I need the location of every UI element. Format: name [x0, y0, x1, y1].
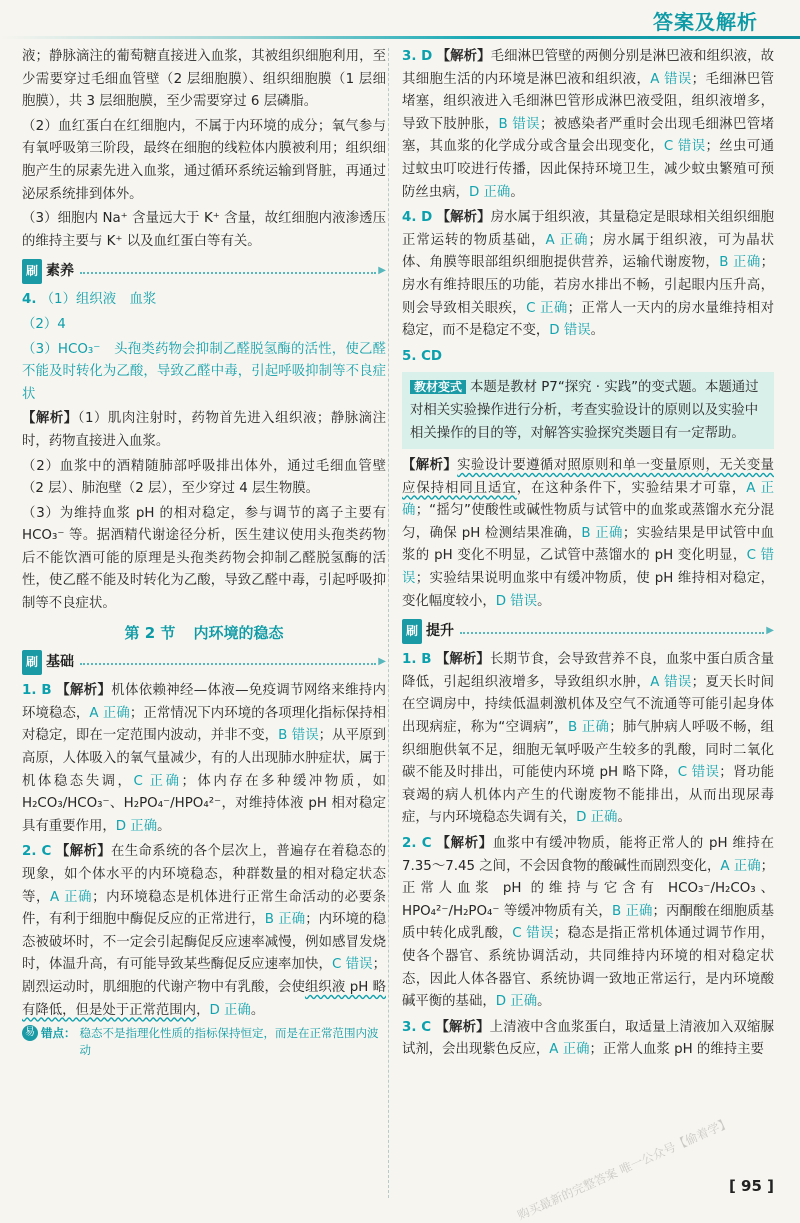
answer-1: （1）组织液 血浆: [40, 292, 157, 308]
right-column: [402, 46, 774, 1065]
column-divider: [388, 48, 389, 1198]
section-suyang: [22, 259, 386, 283]
section-jichu: [22, 650, 386, 674]
analysis-label: 【解析】: [22, 411, 78, 427]
page-header: [0, 0, 800, 42]
section-tag: 刷: [22, 650, 42, 675]
section-tag: 刷: [22, 259, 42, 284]
analysis-3: （3）为维持血浆 pH 的相对稳定，参与调节的离子主要有 HCO₃⁻ 等。据酒精代谢途径分析，医生建议使用头孢类药物后不能饮酒可能的原理是头孢类药物会抑制乙醛脱氢酶的活性，使乙醛不能及时转化为乙酸，导致乙醛中毒，引起呼吸抑制等不良症状。: [22, 505, 386, 612]
analysis-1: （1）肌肉注射时，药物首先进入组织液；静脉滴注时，药物直接进入血浆。: [22, 411, 386, 449]
basic-question-2: 2. C 【解析】在生命系统的各个层次上，普遍存在着稳态的现象，如个体水平的内环境稳态，种群数量的相对稳定状态等，A 正确；内环境稳态是机体进行正常生命活动的必要条件，有利于细胞中酶促反应的正常进行，B 正确；内环境的稳态被破坏时，不一定会引起酶促反应速率减慢，例如感冒发烧时，体温升高，有可能导致某些酶促反应速率加快，C 错误；剧烈运动时，肌细胞的代谢产物中有乳酸，会使组织液 pH 略有降低，但是处于正常范围内，D 正确。: [22, 844, 387, 1018]
answer-3: （3）HCO₃⁻ 头孢类药物会抑制乙醛脱氢酶的活性，使乙醛不能及时转化为乙酸，导致乙醛中毒，引起呼吸抑制等不良症状: [22, 341, 386, 402]
textbook-variant-box: [402, 372, 774, 449]
underlined-text: 组织液 pH 略有降低，但是处于正常范围内: [22, 979, 386, 1018]
chapter-name: 内环境的稳态: [193, 623, 284, 642]
question-number: 5. CD: [402, 348, 443, 364]
chapter-number: 第 2 节: [124, 623, 176, 642]
watermark: 购买最新的完整答案 唯一公众号【偷着学】: [515, 1115, 734, 1223]
advanced-question-3: 3. C 【解析】上清液中含血浆蛋白，取适量上清液加入双缩脲试剂，会出现紫色反应，A 正确；正常人血浆 pH 的维持主要: [402, 1019, 774, 1058]
chapter-title: [22, 622, 386, 645]
dotted-rule: [80, 272, 376, 274]
basic-question-1: 1. B 【解析】机体依赖神经—体液—免疫调节网络来维持内环境稳态，A 正确；正常情况下内环境的各项理化指标保持相对稳定，即在一定范围内波动，并非不变，B 错误；从平原到高原，人体吸入的氧气量减少，有的人出现肺水肿症状，属于机体稳态失调，C 正确；体内存在多种缓冲物质，如 H₂CO₃/HCO₃⁻、H₂PO₄⁻/HPO₄²⁻，对维持体液 pH 相对稳定具有重要作用，D 正确。: [22, 683, 387, 834]
error-note: [22, 1025, 386, 1059]
arrow-icon: ▶: [378, 655, 386, 667]
intro-paragraph-2: （2）血红蛋白在红细胞内，不属于内环境的成分；氧气参与有氧呼吸第三阶段，最终在细胞的线粒体内膜被利用；组织细胞产生的尿素先进入血浆，通过循环系统运输到肾脏，再通过泌尿系统排到体外。: [22, 118, 386, 202]
page-number: [ 95 ]: [728, 1177, 774, 1195]
note-text: 稳态不是指理化性质的指标保持恒定，而是在正常范围内波动: [79, 1026, 379, 1058]
question-5: 5. CD 教材变式 本题是教材 P7“探究 · 实践”的变式题。本题通过对相关实验操作进行分析，考查实验设计的原则以及实验中相关操作的目的等，对解答实验探究类题目有一定帮助。 【解析】实验设计要遵循对照原则和单一变量原则，无关变量应保持相同且适宜，在这种条件下，实验结果才可靠，A 正确；“摇匀”使酸性或碱性物质与试管中的血浆或蒸馏水充分混匀，确保 pH 检测结果准确，B 正确；实验结果是甲试管中血浆的 pH 变化不明显，乙试管中蒸馏水的 pH 变化明显，C 错误；实验结果说明血浆中有缓冲物质，使 pH 维持相对稳定，变化幅度较小，D 错误。: [402, 348, 775, 609]
variant-badge: 教材变式: [410, 380, 466, 394]
header-bar: [0, 36, 800, 39]
question-4: [22, 289, 386, 615]
advanced-question-1: 1. B 【解析】长期节食，会导致营养不良，血浆中蛋白质含量降低，引起组织液增多，导致组织水肿，A 错误；夏天长时间在空调房中，持续低温刺激机体及空气不流通等可能引起身体出现病症，称为“空调病”，B 正确；肺气肿病人呼吸不畅，组织细胞供氧不足，细胞无氧呼吸产生较多的乳酸，同时二氧化碳不能及时排出，可能使内环境 pH 略下降，C 错误；肾功能衰竭的病人机体内产生的代谢废物不能排出，从而出现尿毒症，与内环境稳态失调有关，D 正确。: [402, 652, 775, 826]
arrow-icon: ▶: [766, 624, 774, 636]
question-number: 4.: [22, 292, 37, 308]
section-tag: 刷: [402, 619, 422, 644]
answer-2: （2）4: [22, 316, 66, 332]
question-3: 3. D 【解析】毛细淋巴管壁的两侧分别是淋巴液和组织液，故其细胞生活的内环境是淋巴液和组织液，A 错误；毛细淋巴管堵塞，组织液进入毛细淋巴管形成淋巴液受阻，组织液增多，导致下肢肿胀，B 错误；被感染者严重时会出现毛细淋巴管堵塞，其血浆的化学成分或含量会出现变化，C 错误；丝虫可通过蚊虫叮咬进行传播，因此保持环境卫生，减少蚊虫繁殖可预防丝虫病，D 正确。: [402, 49, 775, 200]
left-column: [22, 46, 386, 1059]
section-tisheng: [402, 619, 774, 643]
arrow-icon: ▶: [378, 265, 386, 277]
intro-paragraph-1: 液；静脉滴注的葡萄糖直接进入血浆，其被组织细胞利用，至少需要穿过毛细血管壁（2 层细胞膜）、组织细胞膜（1 层细胞膜），共 3 层细胞膜，至少需要穿过 6 层磷脂。: [22, 49, 386, 110]
advanced-question-2: 2. C 【解析】血浆中有缓冲物质，能将正常人的 pH 维持在 7.35～7.45 之间，不会因食物的酸碱性而剧烈变化，A 正确；正常人血浆 pH 的维持与它含有 HCO₃⁻/H₂CO₃、HPO₄²⁻/H₂PO₄⁻ 等缓冲物质有关，B 正确；丙酮酸在细胞质基质中转化成乳酸，C 错误；稳态是指正常机体通过调节作用，使各个器官、系统协调活动，共同维持内环境的相对稳定状态，因此人体各器官、系统协调一致地正常运行，是内环境酸碱平衡的基础，D 正确。: [402, 836, 775, 1010]
variant-text: 本题是教材 P7“探究 · 实践”的变式题。本题通过对相关实验操作进行分析，考查实验设计的原则以及实验中相关操作的目的等，对解答实验探究类题目有一定帮助。: [410, 380, 759, 441]
warning-icon: 易: [22, 1025, 38, 1041]
section-name: 素养: [46, 263, 75, 280]
note-label: 错点：: [41, 1026, 76, 1041]
section-name: 基础: [46, 653, 75, 670]
dotted-rule: [80, 663, 376, 665]
intro-paragraph-3: （3）细胞内 Na⁺ 含量远大于 K⁺ 含量，故红细胞内液渗透压的维持主要与 K⁺ 以及血红蛋白等有关。: [22, 211, 386, 249]
question-4-right: 4. D 【解析】房水属于组织液，其量稳定是眼球相关组织细胞正常运转的物质基础，A 正确；房水属于组织液，可为晶状体、角膜等眼部组织细胞提供营养，运输代谢废物，B 正确；房水有维持眼压的功能，若房水排出不畅，引起眼内压升高，则会导致相关眼疾，C 正确；正常人一天内的房水量维持相对稳定，而不是稳定不变，D 错误。: [402, 210, 775, 339]
dotted-rule: [460, 632, 764, 634]
analysis-2: （2）血浆中的酒精随肺部呼吸排出体外，通过毛细血管壁（2 层）、肺泡壁（2 层），至少穿过 4 层生物膜。: [22, 458, 386, 497]
header-title: 答案及解析: [653, 10, 758, 34]
section-name: 提升: [426, 622, 455, 639]
